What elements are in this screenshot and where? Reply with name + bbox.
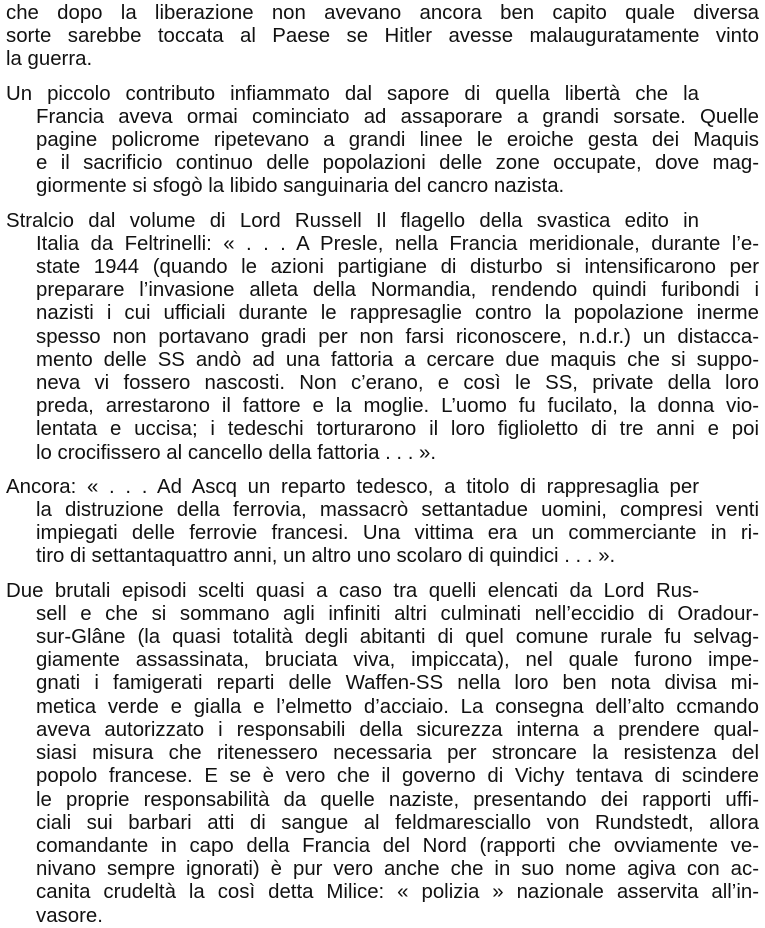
- text-line: la guerra.: [6, 48, 93, 71]
- text-line: sell e che si sommano agli infiniti altri culminati nell’eccidio di Oradour-: [36, 602, 759, 625]
- text-line: Ancora: « . . . Ad Ascq un reparto tedesco, a titolo di rappresaglia per: [6, 475, 699, 498]
- text-line: popolo francese. E se è vero che il governo di Vichy tentava di scindere: [36, 765, 759, 788]
- text-line: Stralcio dal volume di Lord Russell Il flagello della svastica edito in: [6, 209, 699, 232]
- text-line: la distruzione della ferrovia, massacrò settantadue uomini, compresi venti: [36, 499, 759, 522]
- text-line: sur-Glâne (la quasi totalità degli abitanti di quel comune rurale fu selvag-: [36, 626, 759, 649]
- text-line: sorte sarebbe toccata al Paese se Hitler avesse malauguratamente vinto: [6, 25, 759, 48]
- text-line: aveva autorizzato i responsabili della sicurezza interna a prendere qual-: [36, 718, 759, 741]
- text-line: nivano sempre ignorati) è pur vero anche che in suo nome agiva con ac-: [36, 858, 759, 881]
- text-line: preda, arrestarono il fattore e la moglie. L’uomo fu fucilato, la donna vio-: [36, 395, 759, 418]
- text-line: ciali sui barbari atti di sangue al feldmaresciallo von Rundstedt, allora: [36, 811, 759, 834]
- text-line: le proprie responsabilità da quelle naziste, presentando dei rapporti uffi-: [36, 788, 759, 811]
- text-line: pagine policrome ripetevano a grandi linee le eroiche gesta dei Maquis: [36, 129, 759, 152]
- text-line: Un piccolo contributo infiammato dal sapore di quella libertà che la: [6, 82, 699, 105]
- text-line: Francia aveva ormai cominciato ad assaporare a grandi sorsate. Quelle: [36, 105, 759, 128]
- text-line: canita crudeltà la così detta Milice: « polizia » nazionale asservita all’in-: [36, 881, 759, 904]
- text-line: vasore.: [36, 904, 103, 927]
- text-line: giamente assassinata, bruciata viva, impiccata), nel quale furono impe-: [36, 649, 759, 672]
- paragraph-1: [6, 2, 759, 72]
- paragraph-4: [6, 476, 759, 569]
- text-line: tiro di settantaquattro anni, un altro uno scolaro di quindici . . . ».: [36, 545, 616, 568]
- text-line: lo crocifissero al cancello della fattoria . . . ».: [36, 441, 437, 464]
- text-line: lentata e uccisa; i tedeschi torturarono il loro figlioletto di tre anni e poi: [36, 418, 759, 441]
- text-line: state 1944 (quando le azioni partigiane di disturbo si intensificarono per: [36, 256, 759, 279]
- text-line: giormente si sfogò la libido sanguinaria del cancro nazista.: [36, 175, 565, 198]
- text-line: gnati i famigerati reparti delle Waffen-SS nella loro ben nota divisa mi-: [36, 672, 759, 695]
- text-line: neva vi fossero nascosti. Non c’erano, e così le SS, private della loro: [36, 372, 759, 395]
- text-line: Italia da Feltrinelli: « . . . A Presle, nella Francia meridionale, durante l’e-: [36, 232, 759, 255]
- text-line: spesso non portavano gradi per non farsi riconoscere, n.d.r.) un distacca-: [36, 325, 759, 348]
- text-line: comandante in capo della Francia del Nord (rapporti che ovviamente ve-: [36, 834, 759, 857]
- text-line: preparare l’invasione alleta della Normandia, rendendo quindi furibondi i: [36, 279, 759, 302]
- text-line: impiegati delle ferrovie francesi. Una vittima era un commerciante in ri-: [36, 522, 759, 545]
- text-line: mento delle SS andò ad una fattoria a cercare due maquis che si suppo-: [36, 348, 759, 371]
- paragraph-2: [6, 83, 759, 199]
- text-line: e il sacrificio continuo delle popolazioni delle zone occupate, dove mag-: [36, 152, 759, 175]
- text-line: Due brutali episodi scelti quasi a caso tra quelli elencati da Lord Rus-: [6, 579, 699, 602]
- text-line: che dopo la liberazione non avevano ancora ben capito quale diversa: [6, 2, 759, 24]
- paragraph-5: [6, 580, 759, 928]
- text-line: metica verde e gialla e l’elmetto d’acciaio. La consegna dell’alto ccmando: [36, 695, 759, 718]
- paragraph-3: [6, 210, 759, 465]
- text-line: nazisti i cui ufficiali durante le rappresaglie contro la popolazione inerme: [36, 302, 759, 325]
- text-line: siasi misura che ritenessero necessaria per stroncare la resistenza del: [36, 742, 759, 765]
